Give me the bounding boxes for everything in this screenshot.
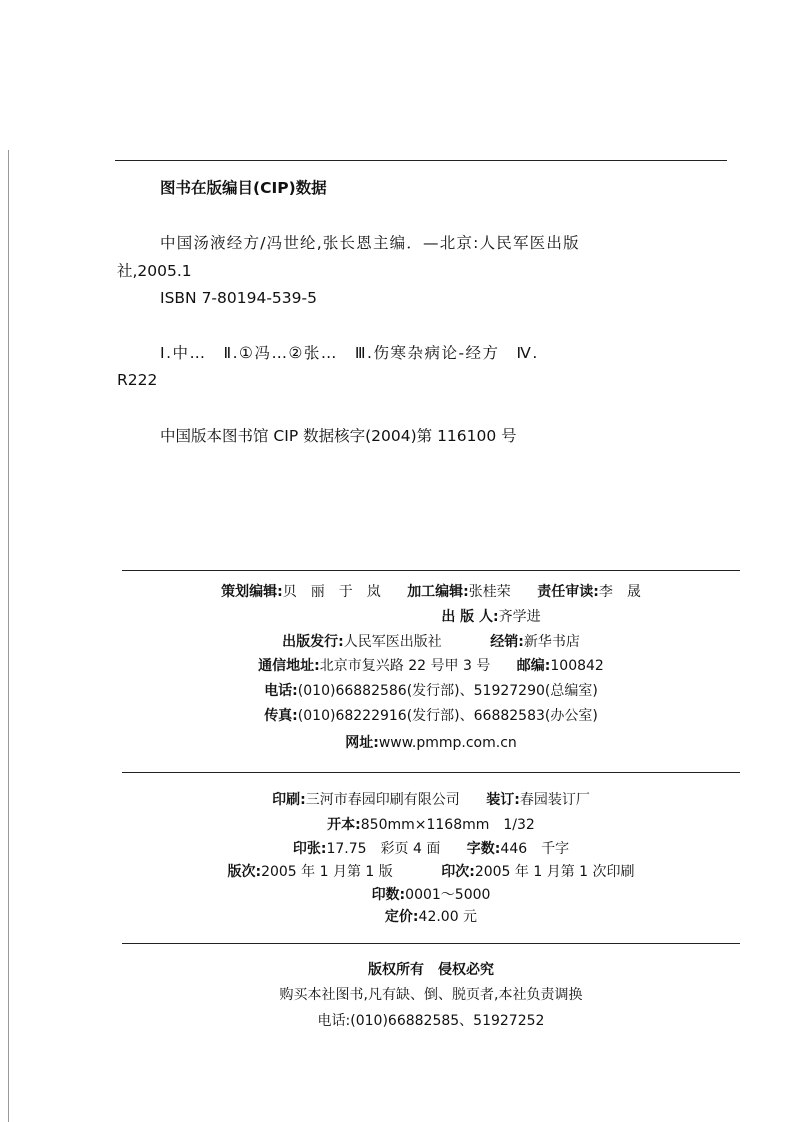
printing-format — [122, 815, 740, 835]
cip-title: 图书在版编目(CIP)数据 — [160, 179, 327, 197]
value: 新华书店 — [523, 634, 580, 650]
value: 42.00 元 — [418, 909, 478, 925]
credits-publisher — [122, 632, 740, 652]
label: 字数: — [466, 841, 501, 857]
label: 版次: — [227, 864, 262, 880]
value: 贝 丽 于 岚 — [282, 584, 381, 600]
label: 开本: — [327, 817, 361, 833]
printing-rule — [122, 772, 740, 773]
copyright-replacement: 购买本社图书,凡有缺、倒、脱页者,本社负责调换 — [279, 987, 583, 1003]
cip-line1-cont: 社,2005.1 — [117, 262, 192, 280]
label: 网址: — [345, 735, 379, 751]
label: 印数: — [371, 887, 406, 903]
value: 李 晟 — [598, 584, 641, 600]
printing-printer — [122, 790, 740, 810]
copyright-rule — [122, 943, 740, 944]
credits-website — [122, 733, 740, 753]
label: 传真: — [264, 708, 298, 724]
top-rule — [115, 160, 727, 161]
value: 春园装订厂 — [519, 792, 590, 808]
credits-fax — [122, 706, 740, 726]
value: 0001～5000 — [405, 887, 491, 903]
credits-address — [122, 656, 740, 676]
value: 100842 — [550, 658, 604, 674]
value: (010)66882586(发行部)、51927290(总编室) — [297, 683, 598, 699]
label: 加工编辑: — [407, 584, 469, 600]
value: 446 千字 — [500, 841, 570, 857]
page-edge-line — [8, 150, 9, 1122]
value: 齐学进 — [498, 609, 541, 625]
credits-rule — [122, 570, 740, 571]
cip-approval: 中国版本图书馆 CIP 数据核字(2004)第 116100 号 — [160, 427, 517, 445]
value: 17.75 彩页 4 面 — [326, 841, 441, 857]
value: (010)68222916(发行部)、66882583(办公室) — [297, 708, 598, 724]
value: 2005 年 1 月第 1 版 — [261, 864, 393, 880]
label: 印张: — [292, 841, 327, 857]
cip-subjects: Ⅰ.中… Ⅱ.①冯…②张… Ⅲ.伤寒杂病论-经方 Ⅳ. — [160, 344, 539, 362]
credits-editors — [122, 582, 740, 602]
credits-publisher-person — [122, 607, 793, 627]
printing-edition — [122, 862, 740, 882]
label: 通信地址: — [258, 658, 320, 674]
copyright-phone: 电话:(010)66882585、51927252 — [317, 1013, 545, 1029]
cip-subjects-cont: R222 — [117, 371, 158, 389]
label: 出版发行: — [282, 634, 344, 650]
label: 出 版 人: — [441, 609, 499, 625]
value: 2005 年 1 月第 1 次印刷 — [474, 864, 635, 880]
label: 定价: — [384, 909, 419, 925]
label: 经销: — [490, 634, 524, 650]
label: 电话: — [264, 683, 298, 699]
printing-copies — [122, 885, 740, 905]
value: 850mm×1168mm 1/32 — [360, 817, 535, 833]
value: 人民军医出版社 — [343, 634, 442, 650]
cip-line1: 中国汤液经方/冯世纶,张长恩主编．—北京:人民军医出版 — [160, 234, 580, 252]
label: 装订: — [486, 792, 520, 808]
printing-price — [122, 907, 740, 927]
printing-sheets — [122, 839, 740, 859]
credits-phone — [122, 681, 740, 701]
cip-isbn: ISBN 7-80194-539-5 — [160, 289, 317, 307]
label: 邮编: — [516, 658, 551, 674]
label: 印次: — [441, 864, 475, 880]
value: 张桂荣 — [468, 584, 511, 600]
label: 策划编辑: — [221, 584, 283, 600]
value: 三河市春园印刷有限公司 — [305, 792, 460, 808]
label: 印刷: — [272, 792, 306, 808]
value: 北京市复兴路 22 号甲 3 号 — [319, 658, 491, 674]
website-link: www.pmmp.com.cn — [378, 735, 517, 751]
label: 责任审读: — [537, 584, 599, 600]
copyright-notice: 版权所有 侵权必究 — [368, 962, 494, 978]
